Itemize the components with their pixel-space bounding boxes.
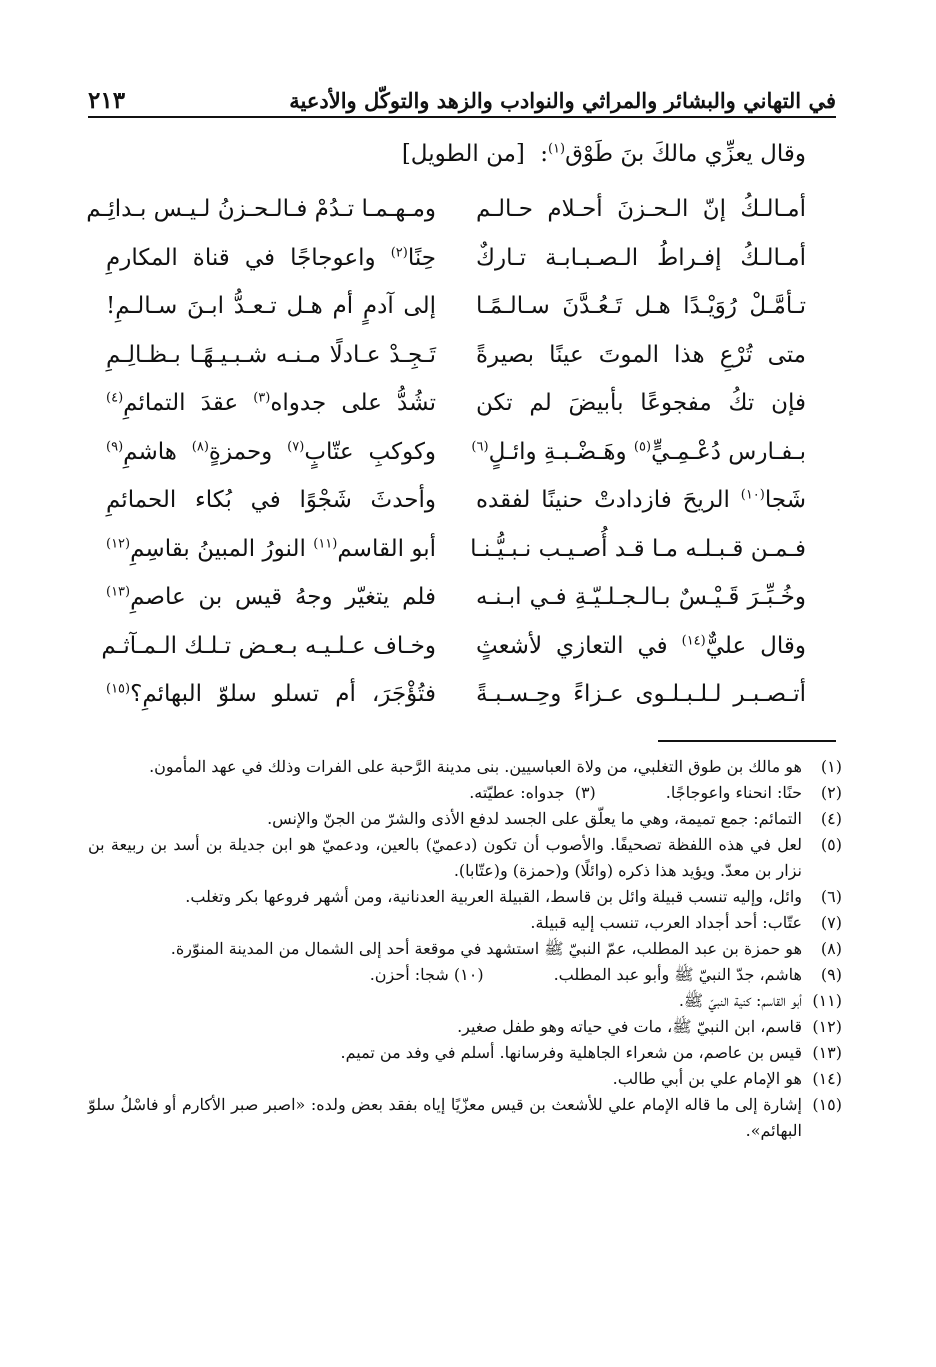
verse-second-hemistich: أبو القاسم$^{(١١)}$ النورُ المبينُ بقاسِمِ$^{(١٢)}$ [106, 535, 437, 562]
footnote-text: هاشم، جدّ النبيّ ﷺ وأبو عبد المطلب. [553, 965, 802, 984]
footnote-text: هو الإمام علي بن أبي طالب. [612, 1069, 802, 1088]
verse-first-hemistich: شَجا$^{(١٠)}$ الريحَ فازدادتْ حنينًا لفقده [476, 487, 806, 514]
verse-first-hemistich: أتـصـبـر لـلـبـلـوى عـزاءً وحِـسـبـةً [476, 681, 806, 708]
footnote-ref: (٤) [106, 390, 124, 406]
footnote-text: قيس بن عاصم، من شعراء الجاهلية وفرسانها. أسلم في وفد من تميم. [340, 1043, 802, 1062]
verse-second-hemistich: تَـجِـدْ عـادلًا مـنـه شـبـيـهًـا بـظـالِـمِ [106, 341, 436, 368]
footnote-number: (٧) [820, 913, 842, 932]
verse-second-hemistich: إلى آدمٍ أم هـل تـعـدُّ ابـنَ سـالـمِ! [106, 293, 436, 320]
footnote-number: (١٠) [453, 965, 484, 984]
poem-intro [402, 134, 806, 174]
footnote-number: (٤) [820, 809, 842, 828]
footnote-number: (١١) [812, 991, 842, 1010]
footnote-ref: (٦) [471, 439, 489, 455]
footnote-number: (٢) [820, 783, 842, 802]
footnote-item [88, 780, 842, 806]
verse-line [96, 428, 836, 477]
footnote-item [88, 936, 842, 962]
verse-line [96, 379, 836, 428]
footnote-text: شجا: أحزن. [369, 965, 449, 984]
footnote-ref: (٣) [253, 390, 271, 406]
poetic-meter: [من الطويل] [401, 141, 525, 167]
intro-colon: : [540, 141, 548, 167]
footnote-separator [658, 740, 836, 742]
footnote-number: (١٤) [812, 1069, 842, 1088]
footnote-text: هو حمزة بن عبد المطلب، عمّ النبيّ ﷺ استشهد في موقعة أحد إلى الشمال من المدينة المنوّرة. [170, 939, 802, 958]
verse-first-hemistich: بـفـارس دُعْـمِـيٍّ$^{(٥)}$ وهَـضْـبـةِ وائـلٍ$^{(٦)}$ [471, 438, 806, 465]
footnote-text: أبو القاسم: كنية النبيّ ﷺ. [678, 991, 802, 1010]
footnote-text: لعل في هذه اللفظة تصحيفًا. والأصوب أن تكون (دعميّ) بالعين، ودعميّ هو ابن جديلة بن أسد بن ربيعة بن نزار بن معدّ. ويؤيد هذا ذكره (وائلًا) و(حمزة) و(عتّابا). [88, 835, 803, 880]
footnote-item [88, 1014, 842, 1040]
verse-first-hemistich: أمـالـكُ إنّ الـحـزنَ أحـلام حـالـم [476, 196, 806, 223]
footnote-text: وائل، وإليه تنسب قبيلة وائل بن قاسط، القبيلة العربية العدنانية، ومن أشهر فروعها بكر وتغلب. [185, 887, 802, 906]
footnote-number: (٣) [574, 783, 596, 802]
verse-first-hemistich: متى تُرْعِ هذا الموتَ عينًا بصيرةً [476, 341, 806, 368]
footnote-number: (١٢) [812, 1017, 842, 1036]
footnote-ref: (١٠) [740, 487, 765, 503]
verse-second-hemistich: فلم يتغيّر وجهُ قيس بن عاصمِ$^{(١٣)}$ [106, 584, 436, 611]
verse-line [96, 476, 836, 525]
footnote-ref: (٩) [106, 439, 124, 455]
verse-second-hemistich: وكوكبِ عتّابٍ$^{(٧)}$ وحمزةٍ$^{(٨)}$ هاشمِ$^{(٩)}$ [106, 438, 437, 465]
footnotes [88, 754, 842, 1144]
verse-line [96, 622, 836, 671]
poem-verses [86, 185, 836, 719]
verse-first-hemistich: فـمـن قـبـلـه مـا قـد أُصـيـب نـبـيُّـنـا [470, 535, 806, 562]
verse-first-hemistich: وخُـبِّـرَ قَـيْـسٌ بـالـجـلـيّـةِ فـي ابـنـه [476, 584, 806, 611]
verse-line [96, 573, 836, 622]
verse-second-hemistich: وأحدثَ شَجْوًا في بُكاء الحمائمِ [106, 487, 436, 514]
page-number: ٢١٣ [88, 87, 126, 114]
footnote-ref: (١٤) [681, 633, 706, 649]
footnote-number: (٦) [820, 887, 842, 906]
footnote-ref: (١١) [313, 536, 338, 552]
page-header [88, 82, 836, 118]
footnote-item [88, 806, 842, 832]
footnote-ref: (١) [547, 141, 566, 157]
footnote-text: جدواه: عطيّته. [469, 783, 565, 802]
footnote-item [88, 1092, 842, 1144]
footnote-ref: (٢) [390, 245, 408, 261]
verse-second-hemistich: حِنًا$^{(٢)}$ واعوجاجًا في قناة المكارمِ [106, 244, 436, 271]
verse-line [86, 185, 836, 234]
verse-second-hemistich: تشُدُّ على جدواه$^{(٣)}$ عقدَ التمائمِ$^{(٤)}$ [106, 390, 436, 417]
footnote-text: عتّاب: أحد أجداد العرب، تنسب إليه قبيلة. [530, 913, 802, 932]
footnote-item [88, 1066, 842, 1092]
footnote-text: التمائم: جمع تميمة، وهي ما يعلّق على الجسد لدفع الأذى والشرّ من الجنّ والإنس. [267, 809, 802, 828]
footnote-text: إشارة إلى ما قاله الإمام علي للأشعث بن قيس معزّيًا إياه بفقد بعض ولده: «اصبر صبر الأكارم أو فاسْلُ سلوّ البهائم». [88, 1095, 803, 1140]
footnote-text: حنًا: انحناء واعوجاجًا. [665, 783, 802, 802]
footnote-item [88, 988, 842, 1014]
footnote-number: (١٣) [812, 1043, 842, 1062]
footnote-number: (١) [820, 757, 842, 776]
footnote-text: هو مالك بن طوق التغلبي، من ولاة العباسيين. بنى مدينة الرَّحبة على الفرات وذلك في عهد المأمون. [149, 757, 802, 776]
verse-first-hemistich: تـأمَّـلْ رُوَيْـدًا هـل تَـعُـدَّنَ سـالـمًـا [476, 293, 806, 320]
footnote-ref: (٥) [633, 439, 652, 455]
footnote-item [88, 832, 842, 884]
verse-second-hemistich: فتُؤْجَرَ، أم تسلو سلوّ البهائمِ؟$^{(١٥)}$ [106, 681, 436, 708]
intro-text: وقال يعزِّي مالكَ بنَ طَوْق [565, 141, 806, 167]
verse-second-hemistich: وخـاف عـلـيـه بـعـض تـلـك الـمـآثـم [101, 632, 436, 659]
verse-second-hemistich: ومـهـمـا تـدُمْ فـالـحـزنُ لـيـس بـدائِـم [86, 196, 436, 223]
footnote-number: (٨) [820, 939, 842, 958]
verse-line [96, 525, 836, 574]
footnote-item [88, 910, 842, 936]
verse-line [96, 670, 836, 719]
footnote-item [88, 884, 842, 910]
verse-first-hemistich: فإن تكُ مفجوعًا بأبيضَ لم تكن [476, 390, 806, 417]
verse-line [96, 282, 836, 331]
verse-line [96, 331, 836, 380]
footnote-number: (٩) [820, 965, 842, 984]
verse-line [96, 234, 836, 283]
footnote-number: (١٥) [812, 1095, 842, 1114]
verse-first-hemistich: أمـالـكُ إفـراطُ الـصـبـابـة تـاركٌ [476, 244, 806, 271]
running-title: في التهاني والبشائر والمراثي والنوادب والزهد والتوكّل والأدعية [289, 88, 836, 113]
footnote-ref: (٨) [191, 439, 209, 455]
footnote-item [88, 754, 842, 780]
footnote-text: قاسم، ابن النبيّ ﷺ، مات في حياته وهو طفل صغير. [457, 1017, 802, 1036]
footnote-item [88, 962, 842, 988]
footnote-ref: (١٣) [106, 584, 131, 600]
footnote-ref: (٧) [287, 439, 305, 455]
footnote-ref: (١٢) [106, 536, 131, 552]
footnote-ref: (١٥) [106, 681, 131, 697]
footnote-number: (٥) [820, 835, 842, 854]
verse-first-hemistich: وقال عليٌّ$^{(١٤)}$ في التعازي لأشعثٍ [476, 632, 807, 659]
footnote-item [88, 1040, 842, 1066]
